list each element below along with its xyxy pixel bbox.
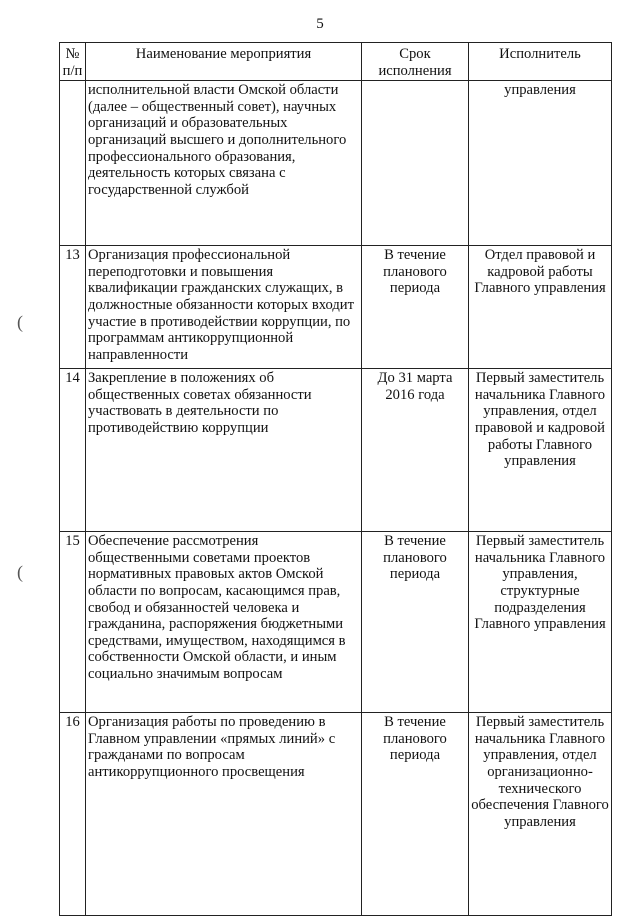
header-num: № п/п (60, 43, 86, 81)
row-name: Организация работы по проведению в Главном управлении «прямых линий» с гражданами по вопросам антикоррупционного просвещения (86, 713, 362, 916)
row-executor: Первый заместитель начальника Главного управления, структурные подразделения Главного управления (469, 532, 612, 713)
row-executor: управления (469, 81, 612, 246)
row-num: 13 (60, 246, 86, 369)
row-term: В течение планового периода (362, 713, 469, 916)
row-num: 15 (60, 532, 86, 713)
header-executor: Исполнитель (469, 43, 612, 81)
row-executor: Первый заместитель начальника Главного управления, отдел организационно-технического обеспечения Главного управления (469, 713, 612, 916)
table-row (60, 532, 612, 713)
punch-hole-mark: ( (17, 562, 23, 582)
row-name: исполнительной власти Омской области (далее – общественный совет), научных организаций и образовательных организаций высшего и дополнительного профессионального образования, деятельность которых связана с государственной службой (86, 81, 362, 246)
row-term: В течение планового периода (362, 532, 469, 713)
row-executor: Отдел правовой и кадровой работы Главного управления (469, 246, 612, 369)
table-row (60, 81, 612, 246)
row-term: До 31 марта 2016 года (362, 369, 469, 532)
row-name: Организация профессиональной переподготовки и повышения квалификации гражданских служащих, в должностные обязанности которых входит участие в противодействии коррупции, по программам антикоррупционной направленности (86, 246, 362, 369)
row-name: Обеспечение рассмотрения общественными советами проектов нормативных правовых актов Омской области по вопросам, касающимся прав, свобод и обязанностей человека и гражданина, распоряжения бюджетными средствами, имуществом, находящимся в собственности Омской области, и иным социально значимым вопросам (86, 532, 362, 713)
table-row (60, 713, 612, 916)
row-num: 14 (60, 369, 86, 532)
punch-hole-mark: ( (17, 312, 23, 332)
row-term: В течение планового периода (362, 246, 469, 369)
row-num: 16 (60, 713, 86, 916)
table-header-row (60, 43, 612, 81)
header-term: Срок исполнения (362, 43, 469, 81)
table-row (60, 246, 612, 369)
measures-table (59, 42, 612, 916)
table-row (60, 369, 612, 532)
page-number: 5 (316, 16, 324, 32)
row-executor: Первый заместитель начальника Главного управления, отдел правовой и кадровой работы Главного управления (469, 369, 612, 532)
row-name: Закрепление в положениях об общественных советах обязанности участвовать в деятельности по противодействию коррупции (86, 369, 362, 532)
row-term (362, 81, 469, 246)
header-name: Наименование мероприятия (86, 43, 362, 81)
row-num (60, 81, 86, 246)
